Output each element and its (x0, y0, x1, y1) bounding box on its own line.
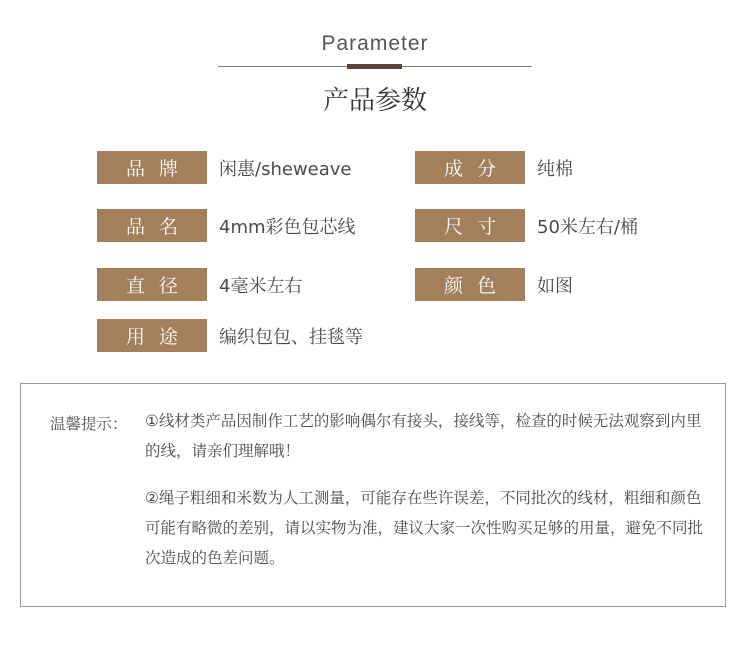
param-label: 用途 (97, 319, 207, 352)
notice-paragraph-2: ②绳子粗细和米数为人工测量，可能存在些许误差，不同批次的线材，粗细和颜色可能有略微的差别，请以实物为准，建议大家一次性购买足够的用量，避免不同批次造成的色差问题。 (145, 489, 704, 567)
param-value: 纯棉 (537, 158, 573, 180)
notice-paragraph-1: ①线材类产品因制作工艺的影响偶尔有接头，接线等，检查的时候无法观察到内里的线，请亲们理解哦！ (145, 412, 702, 460)
param-diameter (97, 268, 302, 301)
section-header (0, 0, 750, 130)
param-label: 品名 (97, 209, 207, 242)
param-value: 4毫米左右 (219, 275, 303, 297)
param-value: 4mm彩色包芯线 (219, 216, 356, 238)
param-label: 颜色 (415, 268, 525, 301)
notice-label: 温馨提示： (50, 415, 128, 433)
chinese-title: 产品参数 (322, 86, 427, 116)
param-label: 成分 (415, 151, 525, 184)
param-label: 品牌 (97, 151, 207, 184)
title-divider-accent (347, 64, 402, 69)
param-brand (97, 151, 351, 184)
param-value: 编织包包、挂毯等 (219, 326, 363, 348)
param-value: 如图 (537, 275, 573, 297)
english-title: Parameter (321, 32, 429, 55)
param-size (415, 209, 638, 242)
param-label: 直径 (97, 268, 207, 301)
param-color (415, 268, 573, 301)
notice-box (20, 383, 726, 607)
param-label: 尺寸 (415, 209, 525, 242)
param-usage (97, 319, 363, 352)
parameter-grid (0, 148, 750, 358)
param-value: 闲惠/sheweave (219, 158, 352, 180)
param-value: 50米左右/桶 (537, 216, 638, 238)
param-product-name (97, 209, 356, 242)
param-material (415, 151, 573, 184)
